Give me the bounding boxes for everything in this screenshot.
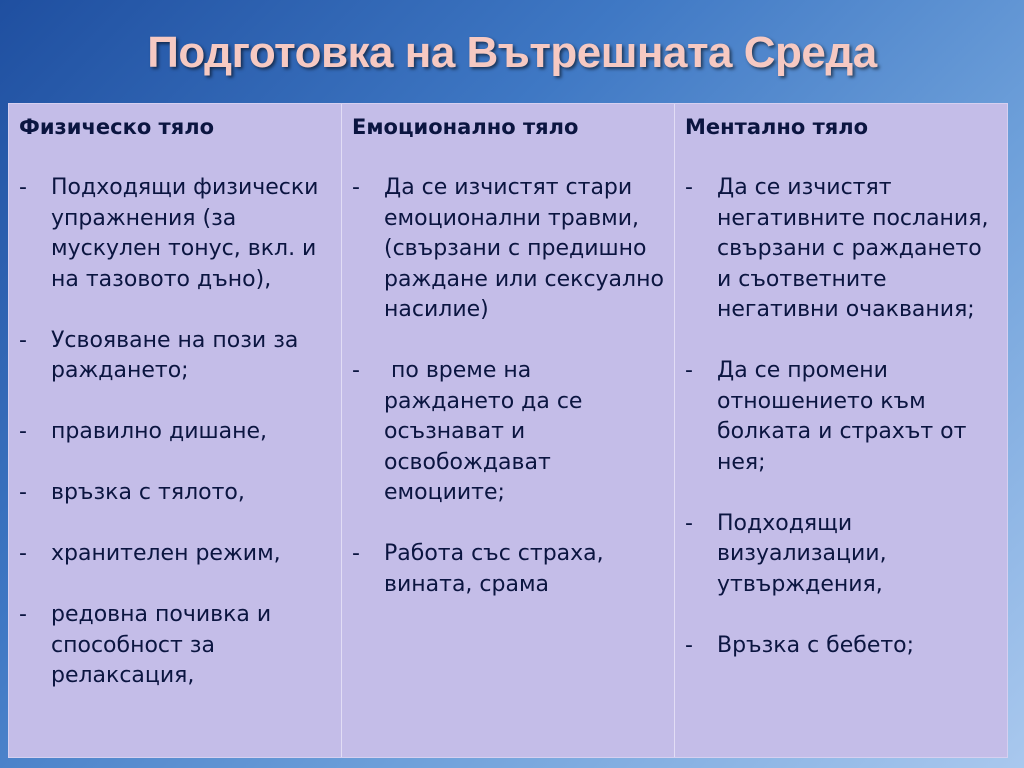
list-item bbox=[19, 600, 331, 692]
bullet-dash: - bbox=[685, 175, 693, 200]
item-text: Усвояване на пози за раждането; bbox=[51, 327, 299, 383]
column-header: Ментално тяло bbox=[685, 115, 869, 139]
column-mental-body bbox=[675, 104, 1007, 757]
bullet-dash: - bbox=[19, 327, 27, 353]
item-text: Подходящи физически упражнения (за мускулен тонус, вкл. и на тазовото дъно), bbox=[51, 175, 319, 292]
bullet-dash: - bbox=[19, 602, 27, 627]
bullet-dash: - bbox=[685, 632, 693, 658]
bullet-dash: - bbox=[352, 175, 360, 200]
bullet-dash: - bbox=[19, 419, 27, 444]
column-physical-body bbox=[9, 104, 342, 757]
item-text: връзка с тялото, bbox=[51, 480, 245, 505]
list-item bbox=[19, 326, 331, 387]
bullet-dash: - bbox=[685, 358, 693, 383]
list-item bbox=[19, 173, 331, 295]
list-item bbox=[685, 173, 997, 326]
item-list bbox=[685, 173, 997, 661]
slide-title: Подготовка на Вътрешната Среда bbox=[147, 28, 877, 77]
item-list bbox=[19, 173, 331, 692]
list-item bbox=[19, 417, 331, 448]
list-item bbox=[685, 631, 997, 662]
item-text: хранителен режим, bbox=[51, 541, 281, 566]
item-text: правилно дишане, bbox=[51, 419, 268, 444]
item-text: Да се изчистят стари емоционални травми, (свързани с предишно раждане или сексуално насилие) bbox=[384, 175, 664, 322]
list-item bbox=[19, 539, 331, 570]
column-header: Физическо тяло bbox=[19, 115, 215, 139]
list-item bbox=[352, 356, 664, 509]
item-text: Подходящи визуализации, утвърждения, bbox=[717, 510, 887, 597]
list-item bbox=[19, 478, 331, 509]
list-item bbox=[685, 356, 997, 478]
bullet-dash: - bbox=[19, 541, 27, 566]
bullet-dash: - bbox=[352, 541, 360, 566]
bullet-dash: - bbox=[19, 480, 27, 505]
list-item bbox=[352, 173, 664, 326]
item-list bbox=[352, 173, 664, 600]
item-text: Да се промени отношението към болката и страхът от нея; bbox=[717, 358, 967, 475]
item-text: по време на раждането да се осъзнават и освобождават емоциите; bbox=[384, 358, 590, 505]
item-text: редовна почивка и способност за релаксация, bbox=[51, 602, 272, 688]
item-text: Връзка с бебето; bbox=[717, 632, 915, 658]
column-emotional-body bbox=[342, 104, 675, 757]
bullet-dash: - bbox=[19, 175, 27, 200]
item-text: Работа със страха, вината, срама bbox=[384, 541, 604, 597]
list-item bbox=[352, 539, 664, 600]
item-text: Да се изчистят негативните послания, свързани с раждането и съответните негативни очаквания; bbox=[717, 175, 989, 322]
bullet-dash: - bbox=[352, 358, 360, 383]
bullet-dash: - bbox=[685, 510, 693, 536]
column-header: Емоционално тяло bbox=[352, 115, 579, 139]
content-table bbox=[8, 103, 1008, 758]
list-item bbox=[685, 509, 997, 601]
